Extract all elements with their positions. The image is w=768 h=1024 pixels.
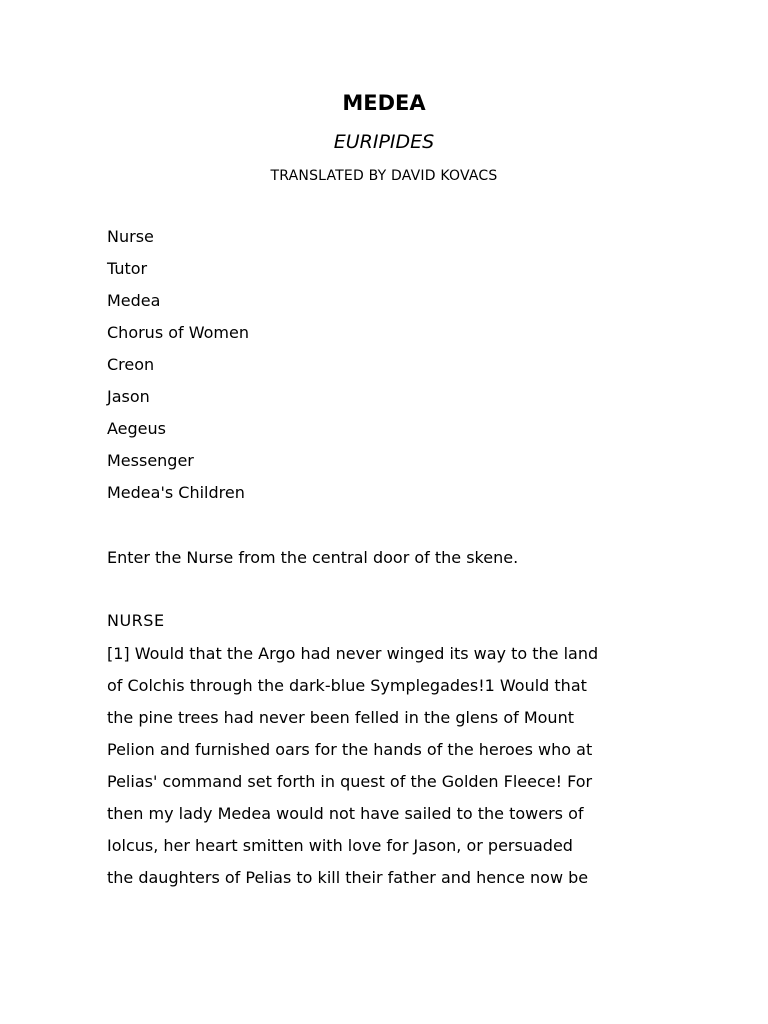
speech-line: [1] Would that the Argo had never winged its way to the land [107,644,599,663]
document-author: EURIPIDES [333,131,435,153]
speech-line: then my lady Medea would not have sailed to the towers of [107,804,584,823]
cast-item: Creon [107,355,155,374]
stage-direction: Enter the Nurse from the central door of the skene. [107,548,519,567]
cast-item: Medea [107,291,161,310]
speech-line: of Colchis through the dark-blue Symplegades!1 Would that [107,676,587,695]
speech-line: Pelion and furnished oars for the hands of the heroes who at [107,740,593,759]
document-title: MEDEA [342,91,426,115]
cast-item: Tutor [107,259,148,278]
speech-paragraph [107,640,667,896]
speech-line: the daughters of Pelias to kill their father and hence now be [107,868,589,887]
speech-line: Iolcus, her heart smitten with love for Jason, or persuaded [107,836,573,855]
speech-line: the pine trees had never been felled in the glens of Mount [107,708,574,727]
cast-item: Medea's Children [107,483,245,502]
cast-item: Messenger [107,451,194,470]
speech-line: Pelias' command set forth in quest of the Golden Fleece! For [107,772,593,791]
cast-item: Chorus of Women [107,323,249,342]
document-translator: TRANSLATED BY DAVID KOVACS [270,168,498,184]
speaker-name: NURSE [107,611,165,630]
cast-item: Nurse [107,227,154,246]
cast-item: Aegeus [107,419,166,438]
cast-list [107,224,249,512]
cast-item: Jason [107,387,150,406]
